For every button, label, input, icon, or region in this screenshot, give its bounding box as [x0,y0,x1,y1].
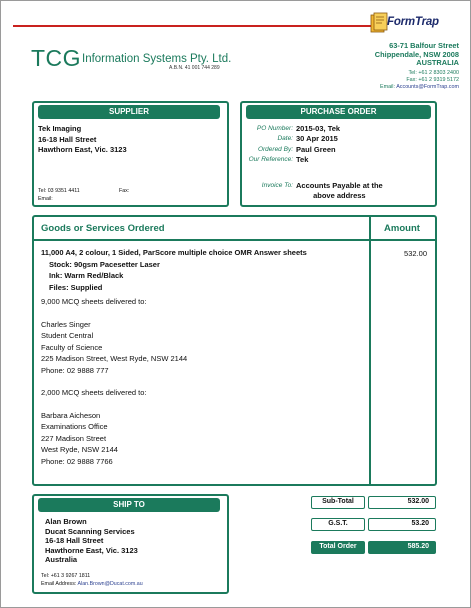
subtotal-value: 532.00 [368,496,436,509]
our-reference: Tek [296,154,309,164]
delivery-address-line: Phone: 02 9888 7766 [41,456,113,466]
po-number: 2015-03, Tek [296,124,341,133]
ship-to-line: Australia [45,555,78,565]
ship-to-line: 16-18 Hall Street [45,536,104,546]
company-fax: Fax: +61 2 9319 5172 [406,77,459,83]
delivery-address-line: West Ryde, NSW 2144 [41,445,118,454]
ship-to-address [45,517,138,565]
amount-column-title: Amount [384,223,420,234]
delivery-address-line: Barbara Aicheson [41,410,101,420]
total-order-value: 585.20 [368,541,436,554]
supplier-email: Email: [38,196,53,202]
supplier-line: Hawthorn East, Vic. 3123 [38,145,127,154]
total-order-label: Total Order [311,541,365,554]
invoice-to-line: Accounts Payable at the [296,181,383,190]
po-number-label: PO Number: [256,125,293,132]
ship-to-title: SHIP TO [38,498,220,512]
company-short-name: TCG [31,45,82,71]
invoice-to [246,181,431,201]
subtotal-label: Sub-Total [311,496,365,509]
ship-to-email-row [41,581,143,587]
supplier-line: Tek Imaging [38,124,82,133]
gst-label: G.S.T. [311,518,365,531]
po-details [246,124,431,165]
supplier-fax: Fax: [119,188,130,194]
ship-to-tel: Tel: +61 3 9267 1811 [41,573,91,579]
ordered-by-label: Ordered By: [257,145,293,153]
supplier-title: SUPPLIER [38,105,220,119]
invoice-to-line: above address [313,191,366,200]
delivery-address-line: Charles Singer [41,319,91,329]
delivery-address-line: Faculty of Science [41,342,103,352]
ship-to-email-label: Email Address: [41,581,77,587]
company-address [375,42,459,68]
item-stock: Stock: 90gsm Pacesetter Laser [49,259,160,269]
purchase-order-title: PURCHASE ORDER [246,105,431,119]
company-address-line: 63-71 Balfour Street [389,41,459,50]
item-ink: Ink: Warm Red/Black [49,271,124,280]
delivery-address-line: Phone: 02 9888 777 [41,365,109,375]
formtrap-logo [369,12,464,36]
delivery-note: 9,000 MCQ sheets delivered to: [41,297,147,306]
company-email[interactable]: Accounts@FormTrap.com [396,84,459,90]
goods-column-title: Goods or Services Ordered [41,223,165,234]
company-address-line: AUSTRALIA [416,58,459,67]
item-amount: 532.00 [404,249,427,258]
delivery-address-line: Examinations Office [41,422,108,431]
delivery-address-line: 227 Madison Street [41,433,107,443]
company-name: Information Systems Pty. Ltd. [82,53,232,65]
company-address-line: Chippendale, NSW 2008 [374,49,459,59]
company-email-label: Email: [380,84,395,90]
ship-to-email[interactable]: Alan.Brown@Ducat.com.au [77,581,143,587]
company-tel: Tel: +61 2 8303 2400 [408,70,459,76]
item-files: Files: Supplied [49,282,103,292]
formtrap-logo-icon [369,12,389,34]
invoice-to-label: Invoice To: [261,182,293,189]
po-date-label: Date: [277,135,293,143]
delivery-address-line: 225 Madison Street, West Ryde, NSW 2144 [41,354,188,363]
ship-to-line: Hawthorne East, Vic. 3123 [45,545,138,555]
our-reference-label: Our Reference: [248,155,293,163]
formtrap-logo-text: FormTrap [387,16,439,28]
po-date: 30 Apr 2015 [296,134,338,144]
header-rule [13,25,373,27]
gst-value: 53.20 [368,518,436,531]
supplier-address [38,124,127,156]
supplier-line: 16-18 Hall Street [38,134,97,144]
delivery-address-line: Student Central [41,331,94,340]
company-abn: A.B.N. 41 001 744 289 [169,65,220,71]
goods-header-rule [34,239,435,241]
delivery-note: 2,000 MCQ sheets delivered to: [41,388,147,397]
ship-to-line: Alan Brown [45,517,87,526]
ship-to-line: Ducat Scanning Services [45,526,135,536]
company-contact [380,70,459,91]
ordered-by: Paul Green [296,144,336,154]
goods-description [41,247,367,467]
supplier-tel: Tel: 03 9351 4411 [38,188,80,194]
item-title: 11,000 A4, 2 colour, 1 Sided, ParScore multiple choice OMR Answer sheets [41,248,307,257]
